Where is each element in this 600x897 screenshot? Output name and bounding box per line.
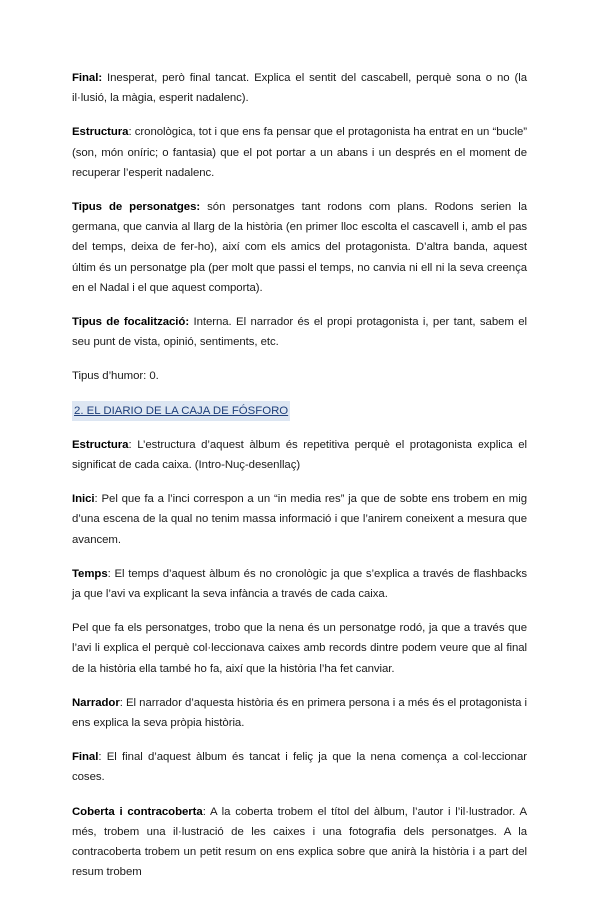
paragraph-label: Narrador bbox=[72, 696, 120, 709]
paragraph-label: Final: bbox=[72, 72, 103, 84]
paragraph-label: Coberta i contracoberta bbox=[72, 805, 203, 818]
paragraph-text: Inesperat, però final tancat. Explica el sentit del cascabell, perquè sona o no (la il·lusió, la màgia, esperit nadalenc). bbox=[72, 72, 527, 105]
paragraph-text: : Pel que fa a l’inci correspon a un “in media res” ja que de sobte ens trobem en mig d’una escena de la qual no tenim massa informació i que l’anirem coneixent a mesura que avancem. bbox=[72, 493, 527, 546]
paragraph-label: Temps bbox=[72, 567, 108, 580]
paragraph-estructura-2 bbox=[72, 435, 527, 475]
paragraph-label: Estructura bbox=[72, 126, 129, 139]
paragraph-text: : El final d’aquest àlbum és tancat i feliç ja que la nena comença a col·leccionar coses. bbox=[72, 751, 527, 784]
paragraph-text: : El narrador d’aquesta història és en primera persona i a més és el protagonista i ens explica la seva pròpia història. bbox=[72, 696, 527, 730]
paragraph-narrador bbox=[72, 693, 527, 733]
paragraph-text: Pel que fa els personatges, trobo que la nena és un personatge rodó, ja que a través que l’avi li explica el perquè col·leccionava caixes amb records dintre podem veure que al final de la història ella també ho fa, així que la història l’ha fet canviar. bbox=[72, 622, 527, 675]
paragraph-text: : El temps d’aquest àlbum és no cronològic ja que s’explica a través de flashbacks ja que l’avi va explicant la seva infància a través de cada caixa. bbox=[72, 567, 527, 601]
paragraph-label: Inici bbox=[72, 493, 95, 506]
paragraph-label: Estructura bbox=[72, 438, 129, 451]
paragraph-label: Tipus de focalització: bbox=[72, 316, 190, 329]
paragraph-temps bbox=[72, 564, 527, 604]
paragraph-focalitzacio bbox=[72, 312, 527, 352]
paragraph-text: són personatges tant rodons com plans. Rodons serien la germana, que canvia al llarg de la història (en primer lloc escolta el cascavell i, amb el pas del temps, deixa de fer-ho), així com els amics del protagonista. D’altra banda, aquest últim és un personatge pla (per molt que passi el temps, no canvia ni ell ni la seva creença en el Nadal i el que aquest comporta). bbox=[72, 201, 528, 294]
paragraph-text: : A la coberta trobem el títol del àlbum, l’autor i l’il·lustrador. A més, trobem una il·lustració de les caixes i una fotografia dels personatges. A la contracoberta trobem un petit resum on ens explica sobre que anirà la història i a part del resum trobem bbox=[72, 805, 527, 879]
paragraph-text: Interna. El narrador és el propi protagonista i, per tant, sabem el seu punt de vista, opinió, sentiments, etc. bbox=[72, 316, 527, 349]
paragraph-text: : cronològica, tot i que ens fa pensar que el protagonista ha entrat en un “bucle” (son, món oníric; o fantasia) que el pot portar a un abans i un després en el moment de recuperar l’esperit nadalenc. bbox=[72, 126, 527, 179]
paragraph-coberta bbox=[72, 802, 527, 883]
paragraph-humor bbox=[72, 366, 527, 386]
paragraph-label: Tipus de personatges: bbox=[72, 201, 201, 214]
document-body bbox=[72, 68, 527, 897]
paragraph-personatges bbox=[72, 618, 527, 679]
paragraph-text: Tipus d’humor: 0. bbox=[72, 370, 159, 383]
paragraph-text: : L’estructura d’aquest àlbum és repetitiva perquè el protagonista explica el significat de cada caixa. (Intro-Nuç-desenllaç) bbox=[72, 438, 527, 472]
paragraph-inici bbox=[72, 489, 527, 550]
paragraph-label: Final bbox=[72, 751, 99, 764]
paragraph-final bbox=[72, 68, 527, 108]
paragraph-final-2 bbox=[72, 747, 527, 787]
section-heading: 2. EL DIARIO DE LA CAJA DE FÓSFORO bbox=[72, 401, 290, 421]
section-heading-wrap bbox=[72, 401, 527, 433]
paragraph-tipus-personatges bbox=[72, 197, 527, 298]
paragraph-estructura bbox=[72, 122, 527, 183]
